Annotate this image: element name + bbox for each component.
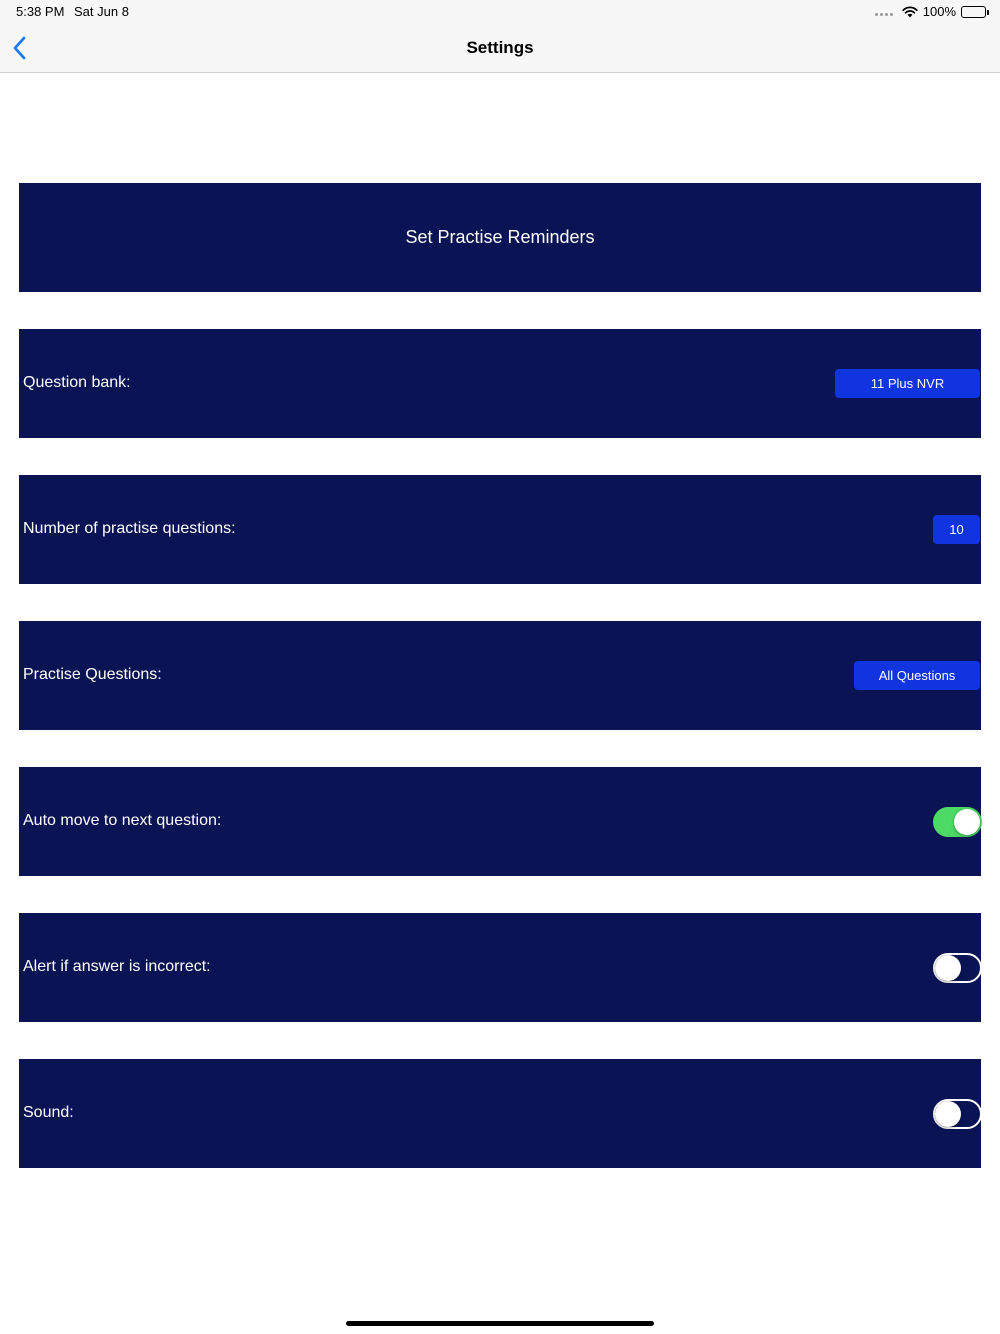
sound-label: Sound: [23,1104,74,1121]
toggle-knob [935,1101,961,1127]
auto-move-toggle[interactable] [933,807,982,837]
number-of-questions-value: 10 [949,522,964,537]
practise-questions-button[interactable] [854,661,980,690]
status-time: 5:38 PM [16,4,65,19]
practise-questions-row [19,621,981,730]
sound-toggle[interactable] [933,1099,982,1129]
number-of-questions-row [19,475,981,584]
practise-questions-label: Practise Questions: [23,666,162,683]
number-of-questions-label: Number of practise questions: [23,520,236,537]
set-practise-reminders-label: Set Practise Reminders [405,227,595,247]
home-indicator [346,1321,654,1326]
set-practise-reminders-button[interactable] [19,183,981,292]
number-of-questions-button[interactable] [933,515,980,544]
battery-percent: 100% [922,4,956,19]
question-bank-button[interactable] [835,369,980,398]
battery-icon [961,6,986,18]
question-bank-label: Question bank: [23,374,131,391]
toggle-knob [954,809,980,835]
navigation-bar [0,24,1000,73]
status-date: Sat Jun 8 [74,4,129,19]
page-title: Settings [466,38,534,57]
alert-incorrect-toggle[interactable] [933,953,982,983]
cellular-dots-icon [875,7,893,16]
wifi-icon [902,6,918,18]
auto-move-label: Auto move to next question: [23,812,222,829]
question-bank-row [19,329,981,438]
alert-incorrect-label: Alert if answer is incorrect: [23,958,211,975]
question-bank-value: 11 Plus NVR [870,376,945,391]
status-bar [0,0,1000,24]
auto-move-row [19,767,981,876]
status-indicators [875,4,986,19]
toggle-knob [935,955,961,981]
alert-incorrect-row [19,913,981,1022]
practise-questions-value: All Questions [878,668,956,683]
sound-row [19,1059,981,1168]
